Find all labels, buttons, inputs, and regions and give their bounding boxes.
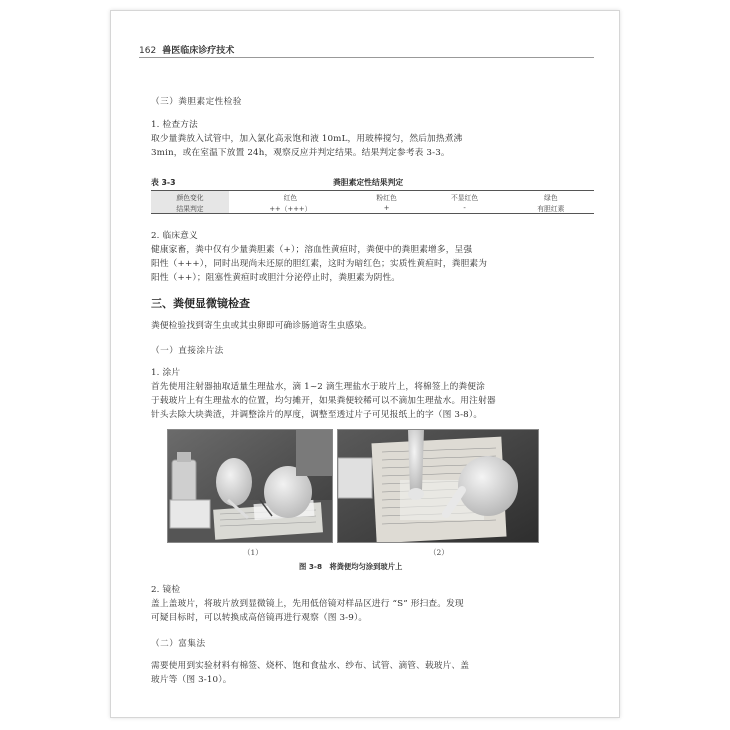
enrich-line: 玻片等（图 3-10）。 [151,675,232,686]
table-header-cell: 结果判定 [151,202,229,214]
table-cell: ++（+++） [229,202,352,214]
page-number: 162 [139,46,157,56]
photo-smear-step-1-image [168,430,332,542]
meaning-title: 2. 临床意义 [151,231,198,241]
result-table [151,190,594,214]
smear-paragraph [151,380,496,423]
table-cell: 粉红色 [352,191,422,203]
table-row [151,191,594,203]
book-page [110,10,620,718]
photo-smear-step-1 [167,429,333,543]
meaning-line: 阳性（++）；阻塞性黄疸时或胆汁分泌停止时，粪胆素为阴性。 [151,273,401,284]
smear-line: 首先使用注射器抽取适量生理盐水，滴 1~2 滴生理盐水于玻片上，将棉签上的粪便涂 [151,382,485,392]
meaning-paragraph [151,243,487,286]
table-row [151,202,594,214]
running-header [139,43,234,56]
table-cell: 不显红色 [421,191,507,203]
enrich-paragraph [151,659,469,687]
photo-right-label: （2） [429,548,449,557]
exam-title: 2. 镜检 [151,585,181,595]
exam-paragraph [151,597,464,625]
smear-line: 针头去除大块粪渣，并调整涂片的厚度，调整至透过片子可见报纸上的字（图 3-8）。 [151,410,483,421]
section-title-fecal-bilin: （三）粪胆素定性检验 [151,97,242,107]
meaning-line: 健康家畜，粪中仅有少量粪胆素（+）；溶血性黄疸时，粪便中的粪胆素增多，呈强 [151,245,473,255]
method-line: 取少量粪放入试管中，加入氯化高汞饱和液 10mL，用玻棒搅匀，然后加热煮沸 [151,134,463,144]
microscopy-intro: 粪便检验找到寄生虫或其虫卵即可确诊肠道寄生虫感染。 [151,321,372,331]
header-rule [139,57,594,58]
exam-line: 可疑目标时，可以转换成高倍镜再进行观察（图 3-9）。 [151,613,368,624]
table-label: 表 3-3 [151,178,176,187]
table-header-cell: 颜色变化 [151,191,229,203]
figure-caption: 图 3-8 将粪便均匀涂到玻片上 [299,562,403,571]
method-line: 3min，或在室温下放置 24h，观察反应并判定结果。结果判定参考表 3-3。 [151,148,450,159]
section-heading-microscopy: 三、粪便显微镜检查 [151,297,250,310]
smear-line: 于载玻片上有生理盐水的位置，均匀摊开，如果粪便较稀可以不滴加生理盐水。用注射器 [151,396,496,407]
book-title: 兽医临床诊疗技术 [162,46,235,56]
table-title: 粪胆素定性结果判定 [333,178,404,187]
meaning-line: 阳性（+++），同时出现尚未还原的胆红素，这时为暗红色；实质性黄疸时，粪胆素为 [151,259,488,270]
exam-line: 盖上盖玻片，将玻片放到显微镜上，先用低倍镜对样品区进行 “S” 形扫查。发现 [151,599,464,609]
method-title: 1. 检查方法 [151,120,198,130]
subsection-direct-smear: （一）直接涂片法 [151,346,224,356]
smear-title: 1. 涂片 [151,368,181,378]
enrich-line: 需要使用到实验材料有棉签、烧杯、饱和食盐水、纱布、试管、滴管、载玻片、盖 [151,661,470,671]
photo-smear-step-2-image [338,430,538,542]
table-cell: 有胆红素 [508,202,594,214]
table-cell: 绿色 [508,191,594,203]
subsection-enrichment: （二）富集法 [151,639,206,649]
photo-smear-step-2 [337,429,539,543]
table-cell: + [352,202,422,214]
photo-left-label: （1） [243,548,263,557]
method-paragraph [151,132,462,160]
table-cell: - [421,202,507,214]
table-cell: 红色 [229,191,352,203]
